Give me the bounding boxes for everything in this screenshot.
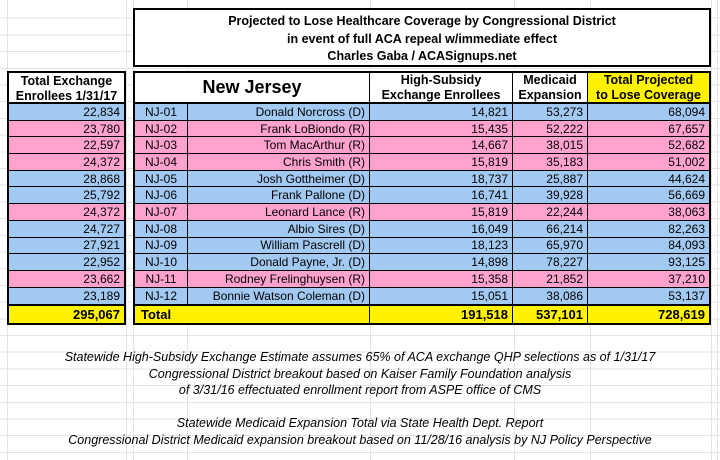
representative-cell: Tom MacArthur (R) bbox=[188, 137, 370, 153]
total-exchange-row-nj-06 bbox=[9, 187, 124, 204]
medicaid-header-line1: Medicaid bbox=[523, 73, 577, 87]
medicaid-cell: 21,852 bbox=[513, 271, 588, 287]
medicaid-cell: 22,244 bbox=[513, 204, 588, 220]
medicaid-header-line2: Expansion bbox=[518, 87, 582, 102]
medicaid-cell: 25,887 bbox=[513, 171, 588, 187]
representative-cell: William Pascrell (D) bbox=[188, 238, 370, 254]
row-nj-08 bbox=[135, 221, 709, 238]
high-subsidy-cell: 15,819 bbox=[370, 154, 513, 170]
total-exchange-row-nj-04 bbox=[9, 154, 124, 171]
total-exchange-cell: 24,727 bbox=[83, 221, 120, 236]
total-exchange-header-line2: Enrollees 1/31/17 bbox=[15, 88, 118, 103]
footnote-medicaid-1: Statewide Medicaid Expansion Total via State Health Dept. Report bbox=[176, 416, 544, 430]
high-subsidy-cell: 18,123 bbox=[370, 238, 513, 254]
projected-total-cell: 52,682 bbox=[668, 138, 705, 153]
row-nj-11 bbox=[135, 271, 709, 288]
high-subsidy-cell: 15,051 bbox=[370, 288, 513, 305]
high-subsidy-cell: 15,358 bbox=[370, 271, 513, 287]
total-exchange-cell: 22,952 bbox=[83, 255, 120, 270]
representative-cell: Albio Sires (D) bbox=[188, 221, 370, 237]
projected-total-cell: 38,063 bbox=[668, 204, 705, 219]
row-nj-01 bbox=[135, 104, 709, 121]
high-subsidy-cell: 16,741 bbox=[370, 187, 513, 203]
footnote-exchange-2: Congressional District breakout based on Kaiser Family Foundation analysis bbox=[148, 366, 572, 381]
total-exchange-cell: 24,372 bbox=[83, 154, 120, 169]
column-header-row bbox=[133, 71, 711, 104]
high-subsidy-cell: 14,898 bbox=[370, 254, 513, 270]
total-projected-column-header bbox=[588, 73, 709, 102]
representative-cell: Bonnie Watson Coleman (D) bbox=[188, 288, 370, 305]
district-rows bbox=[133, 104, 711, 304]
district-cell: NJ-09 bbox=[135, 238, 188, 254]
total-row bbox=[133, 304, 711, 325]
title-line-1: Projected to Lose Healthcare Coverage by Congressional District bbox=[228, 14, 616, 28]
representative-cell: Josh Gottheimer (D) bbox=[188, 171, 370, 187]
total-row-label: Total bbox=[135, 306, 370, 323]
total-exchange-cell: 24,372 bbox=[83, 204, 120, 219]
projected-total-cell: 37,210 bbox=[668, 271, 705, 286]
total-exchange-cell: 25,792 bbox=[83, 188, 120, 203]
total-exchange-header bbox=[7, 71, 126, 104]
row-nj-07 bbox=[135, 204, 709, 221]
medicaid-cell: 78,227 bbox=[513, 254, 588, 270]
title-box bbox=[133, 8, 711, 67]
row-nj-05 bbox=[135, 171, 709, 188]
representative-cell: Chris Smith (R) bbox=[188, 154, 370, 170]
total-exchange-row-nj-09 bbox=[9, 238, 124, 255]
medicaid-cell: 38,086 bbox=[513, 288, 588, 305]
total-exchange-row-nj-03 bbox=[9, 137, 124, 154]
total-exchange-row-nj-10 bbox=[9, 254, 124, 271]
footnote-exchange-1: Statewide High-Subsidy Exchange Estimate assumes 65% of ACA exchange QHP selections as of 1/31/17 bbox=[64, 350, 656, 364]
title-line-3: Charles Gaba / ACASignups.net bbox=[327, 49, 517, 63]
projected-total-cell: 67,657 bbox=[668, 121, 705, 136]
district-cell: NJ-06 bbox=[135, 187, 188, 203]
total-projected-header-line1: Total Projected bbox=[603, 73, 694, 87]
representative-cell: Leonard Lance (R) bbox=[188, 204, 370, 220]
high-subsidy-cell: 16,049 bbox=[370, 221, 513, 237]
total-exchange-header-line1: Total Exchange bbox=[20, 74, 113, 88]
medicaid-cell: 35,183 bbox=[513, 154, 588, 170]
district-cell: NJ-04 bbox=[135, 154, 188, 170]
district-cell: NJ-08 bbox=[135, 221, 188, 237]
medicaid-cell: 38,015 bbox=[513, 137, 588, 153]
medicaid-cell: 39,928 bbox=[513, 187, 588, 203]
projected-total-cell: 44,624 bbox=[668, 171, 705, 186]
projected-total-cell: 53,137 bbox=[668, 288, 705, 303]
row-nj-02 bbox=[135, 121, 709, 138]
total-exchange-row-nj-12 bbox=[9, 288, 124, 305]
footnote-medicaid-2: Congressional District Medicaid expansion breakout based on 11/28/16 analysis by NJ Policy Perspective bbox=[68, 432, 652, 447]
high-subsidy-cell: 14,667 bbox=[370, 137, 513, 153]
district-cell: NJ-05 bbox=[135, 171, 188, 187]
district-cell: NJ-10 bbox=[135, 254, 188, 270]
medicaid-column-header bbox=[513, 73, 588, 102]
total-exchange-cell: 23,780 bbox=[83, 121, 120, 136]
total-exchange-row-nj-11 bbox=[9, 271, 124, 288]
total-exchange-total-cell: 295,067 bbox=[7, 304, 126, 325]
total-exchange-cell: 23,189 bbox=[83, 288, 120, 303]
representative-cell: Donald Norcross (D) bbox=[188, 104, 370, 120]
projected-total-cell: 84,093 bbox=[668, 238, 705, 253]
total-exchange-row-nj-01 bbox=[9, 104, 124, 121]
representative-cell: Donald Payne, Jr. (D) bbox=[188, 254, 370, 270]
high-subsidy-header-line1: High-Subsidy bbox=[400, 73, 482, 87]
total-medicaid-cell: 537,101 bbox=[513, 306, 588, 323]
row-nj-09 bbox=[135, 238, 709, 255]
total-exchange-column bbox=[7, 104, 126, 304]
total-high-subsidy-cell: 191,518 bbox=[370, 306, 513, 323]
representative-cell: Frank Pallone (D) bbox=[188, 187, 370, 203]
projected-total-cell: 56,669 bbox=[668, 188, 705, 203]
district-cell: NJ-12 bbox=[135, 288, 188, 305]
total-exchange-row-nj-05 bbox=[9, 171, 124, 188]
row-nj-06 bbox=[135, 187, 709, 204]
total-exchange-cell: 22,597 bbox=[83, 138, 120, 153]
high-subsidy-cell: 15,435 bbox=[370, 121, 513, 137]
high-subsidy-header-line2: Exchange Enrollees bbox=[381, 87, 501, 102]
total-exchange-cell: 22,834 bbox=[83, 104, 120, 119]
total-projected-header-line2: to Lose Coverage bbox=[596, 87, 701, 102]
projected-total-cell: 51,002 bbox=[668, 154, 705, 169]
total-exchange-cell: 23,662 bbox=[83, 271, 120, 286]
district-cell: NJ-03 bbox=[135, 137, 188, 153]
high-subsidy-cell: 14,821 bbox=[370, 104, 513, 120]
footnote-exchange-3: of 3/31/16 effectuated enrollment report from ASPE office of CMS bbox=[178, 383, 542, 398]
row-nj-10 bbox=[135, 254, 709, 271]
high-subsidy-column-header bbox=[370, 73, 513, 102]
medicaid-cell: 53,273 bbox=[513, 104, 588, 120]
projected-total-cell: 82,263 bbox=[668, 221, 705, 236]
total-projected-cell: 728,619 bbox=[658, 307, 705, 323]
state-header: New Jersey bbox=[135, 73, 370, 102]
total-exchange-row-nj-07 bbox=[9, 204, 124, 221]
total-exchange-cell: 28,868 bbox=[83, 171, 120, 186]
medicaid-cell: 52,222 bbox=[513, 121, 588, 137]
row-nj-04 bbox=[135, 154, 709, 171]
representative-cell: Frank LoBiondo (R) bbox=[188, 121, 370, 137]
projected-total-cell: 68,094 bbox=[668, 104, 705, 119]
district-cell: NJ-11 bbox=[135, 271, 188, 287]
district-cell: NJ-01 bbox=[135, 104, 188, 120]
medicaid-cell: 65,970 bbox=[513, 238, 588, 254]
district-cell: NJ-02 bbox=[135, 121, 188, 137]
row-nj-12 bbox=[135, 288, 709, 305]
total-exchange-cell: 27,921 bbox=[83, 238, 120, 253]
district-cell: NJ-07 bbox=[135, 204, 188, 220]
total-exchange-row-nj-08 bbox=[9, 221, 124, 238]
high-subsidy-cell: 18,737 bbox=[370, 171, 513, 187]
medicaid-cell: 66,214 bbox=[513, 221, 588, 237]
high-subsidy-cell: 15,819 bbox=[370, 204, 513, 220]
projected-total-cell: 93,125 bbox=[668, 255, 705, 270]
title-line-2: in event of full ACA repeal w/immediate effect bbox=[287, 31, 557, 46]
row-nj-03 bbox=[135, 137, 709, 154]
total-exchange-row-nj-02 bbox=[9, 121, 124, 138]
representative-cell: Rodney Frelinghuysen (R) bbox=[188, 271, 370, 287]
